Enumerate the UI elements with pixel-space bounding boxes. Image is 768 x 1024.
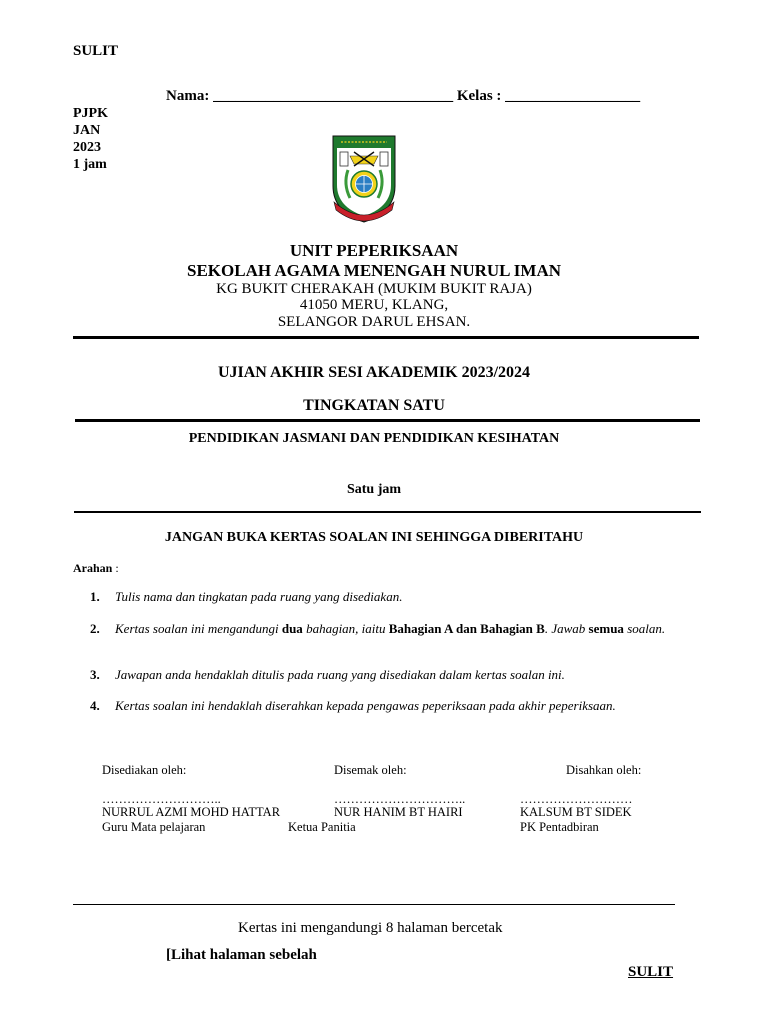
code-line: JAN: [73, 123, 101, 138]
instructions-label: [73, 561, 119, 576]
school-name: SEKOLAH AGAMA MENENGAH NURUL IMAN: [186, 261, 562, 280]
arahan-word: Arahan: [73, 561, 113, 575]
text-run: soalan.: [623, 621, 666, 636]
warning-text: JANGAN BUKA KERTAS SOALAN INI SEHINGGA DIBERITAHU: [164, 530, 584, 545]
emphasis: Bahagian A dan Bahagian B: [388, 621, 545, 636]
text-run: bahagian, iaitu: [302, 621, 389, 636]
code-line: 1 jam: [73, 157, 107, 172]
instruction-number: 1.: [90, 589, 100, 604]
text-run: . Jawab: [544, 621, 589, 636]
signature-dots: ………………………..: [102, 792, 221, 806]
signature-dots: …………………………..: [334, 792, 466, 806]
instruction-text: [115, 621, 670, 637]
checked-by-label: Disemak oleh:: [334, 763, 407, 777]
instruction-text: Tulis nama dan tingkatan pada ruang yang disediakan.: [115, 589, 403, 604]
instruction-text: Jawapan anda hendaklah ditulis pada ruang yang disediakan dalam kertas soalan ini.: [115, 667, 565, 682]
kelas-label: Kelas : __________________: [456, 88, 641, 104]
subject-title: PENDIDIKAN JASMANI DAN PENDIDIKAN KESIHATAN: [188, 431, 560, 446]
divider: [73, 336, 699, 339]
text-run: Kertas soalan ini mengandungi: [115, 621, 282, 636]
code-line: 2023: [73, 140, 101, 155]
paper-code: [73, 105, 108, 173]
instruction-number: 2.: [90, 621, 100, 636]
unit-title: UNIT PEPERIKSAAN: [289, 241, 459, 260]
preparer-role: Guru Mata pelajaran: [102, 820, 206, 834]
signature-dots: ………………………: [520, 792, 633, 806]
code-line: PJPK: [73, 106, 108, 121]
school-address-3: SELANGOR DARUL EHSAN.: [277, 314, 471, 330]
instruction-number: 4.: [90, 698, 100, 713]
exam-title: UJIAN AKHIR SESI AKADEMIK 2023/2024: [217, 364, 531, 381]
checker-name: NUR HANIM BT HAIRI: [334, 805, 463, 819]
exam-form: TINGKATAN SATU: [303, 397, 445, 414]
next-page-note: [Lihat halaman sebelah: [166, 947, 317, 963]
checker-role: Ketua Panitia: [288, 820, 356, 834]
school-address-2: 41050 MERU, KLANG,: [299, 297, 449, 313]
prepared-by-label: Disediakan oleh:: [102, 763, 187, 777]
arahan-colon: :: [112, 561, 119, 575]
exam-duration: Satu jam: [346, 482, 402, 497]
school-crest-icon: [330, 134, 398, 226]
sulit-top: SULIT: [73, 43, 119, 59]
emphasis: dua: [281, 621, 303, 636]
preparer-name: NURRUL AZMI MOHD HATTAR: [102, 805, 281, 819]
divider: [75, 419, 700, 422]
footer-divider: [73, 904, 675, 905]
approver-name: KALSUM BT SIDEK: [520, 805, 632, 819]
sulit-bottom: SULIT: [628, 964, 674, 980]
instruction-number: 3.: [90, 667, 100, 682]
approver-role: PK Pentadbiran: [520, 820, 599, 834]
name-line: [166, 88, 640, 105]
approved-by-label: Disahkan oleh:: [566, 763, 642, 777]
page-count-text: Kertas ini mengandungi 8 halaman bercetak: [238, 920, 503, 936]
nama-label: Nama: ________________________________: [166, 88, 454, 104]
school-address-1: KG BUKIT CHERAKAH (MUKIM BUKIT RAJA): [216, 281, 532, 297]
instruction-text: Kertas soalan ini hendaklah diserahkan kepada pengawas peperiksaan pada akhir peperiksaan.: [115, 698, 616, 713]
divider: [74, 511, 701, 513]
emphasis: semua: [588, 621, 624, 636]
